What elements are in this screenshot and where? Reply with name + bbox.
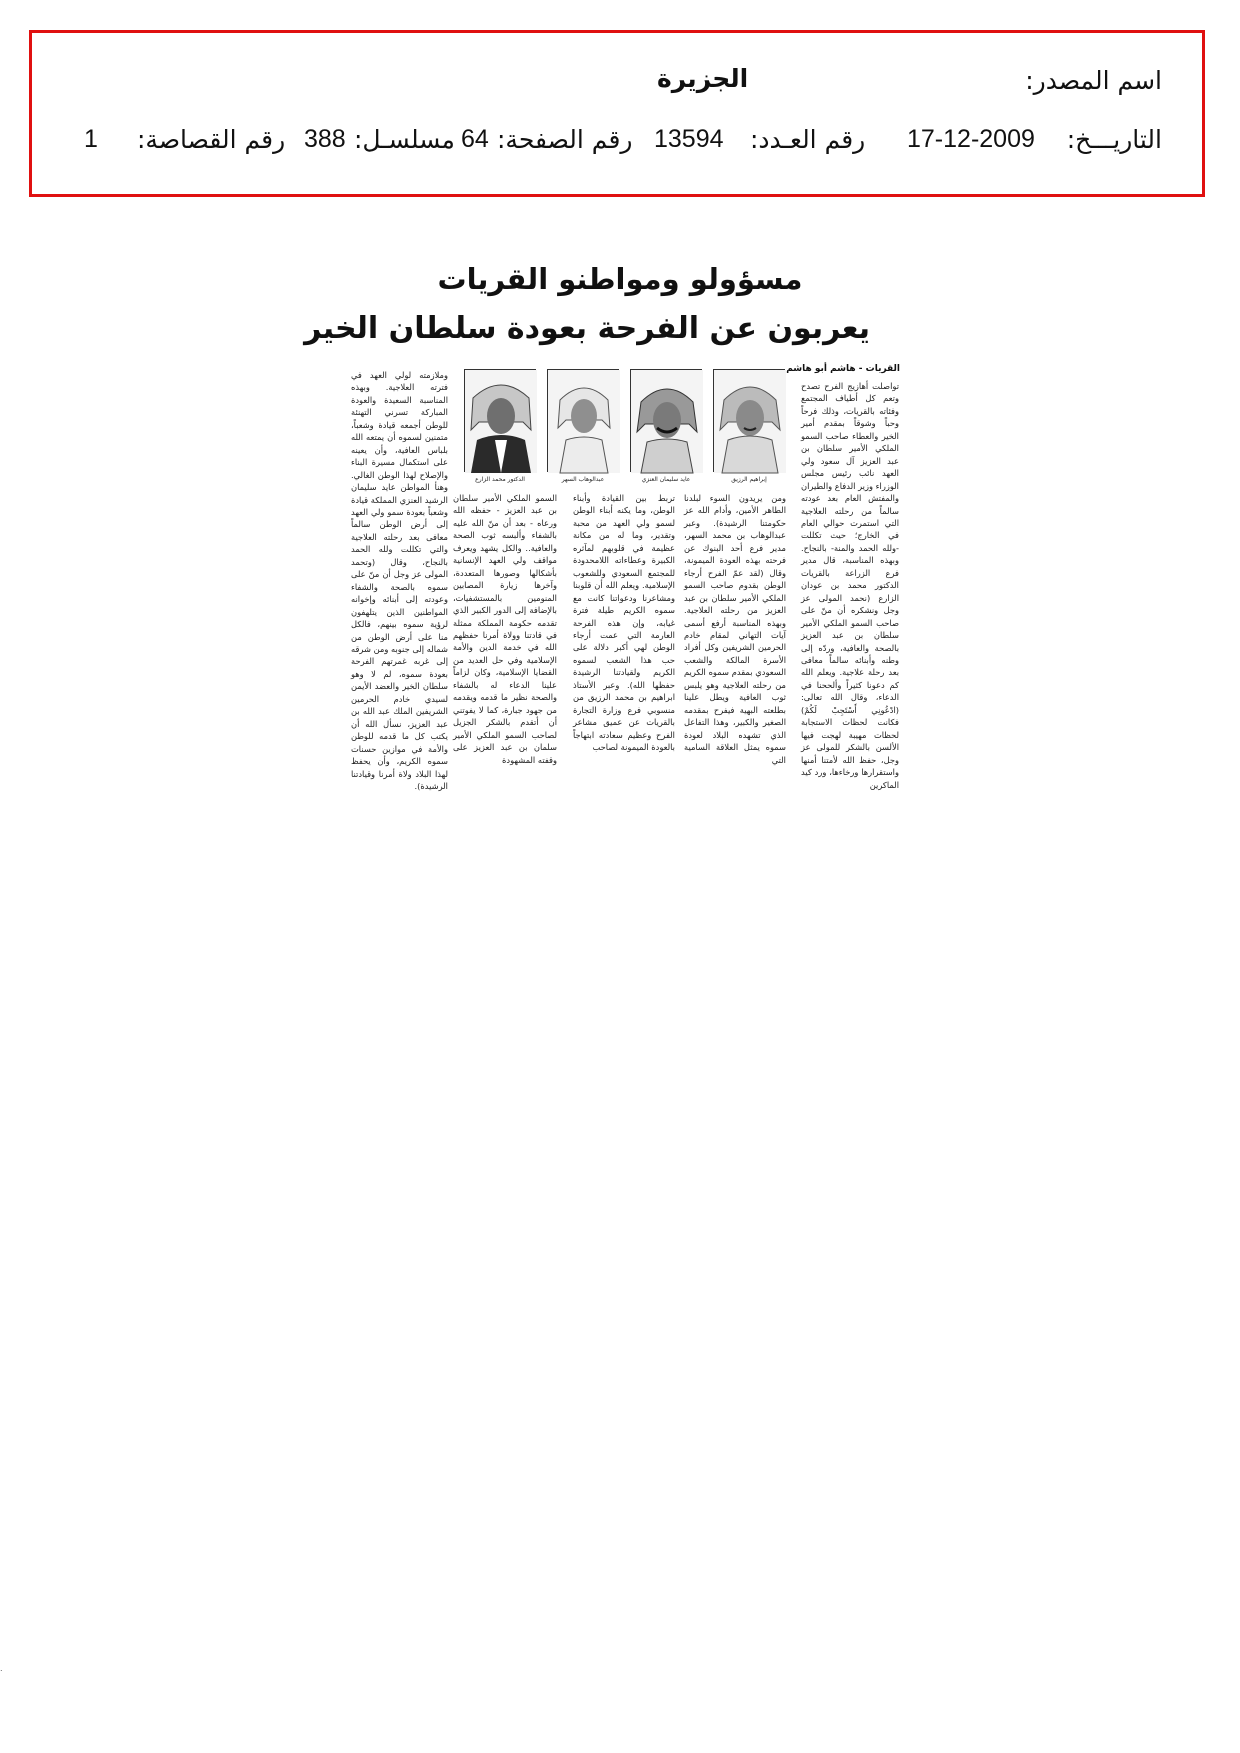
serial-label: مسلسـل: [354, 125, 455, 154]
article-column-4: السمو الملكي الأمير سلطان بن عبد العزيز - حفظه الله ورعاه - بعد أن منّ الله عليه بالشفاء وألبسه ثوب الصحة والعافية.. والكل يشهد ويعرف مواقف ولي العهد الإنسانية بأشكالها وصورها المتعددة، وآخرها زيارة المصابين المنومين بالمستشفيات، بالإضافة إلى الدور الكبير الذي تقدمه حكومة المملكة ممثلة في قادتنا وولاة أمرنا حفظهم الله في خدمة الدين والأمة الإسلامية وفي حل العديد من القضايا الإسلامية، وكان لزاماً علينا الدعاء له بالشفاء والصحة نظير ما قدمه ويقدمه من جهود جبارة، كما لا يفوتني أن أتقدم بالشكر الجزيل لصاحب السمو الملكي الأمير سلمان بن عبد العزيز على وقفته المشهودة [453, 493, 557, 765]
article-column-3: تربط بين القيادة وأبناء الوطن، وما يكنه أبناء الوطن لسمو ولي العهد من محبة وتقدير، وما له من مكانة عظيمة في قلوبهم لمآثره الكبيرة وعطاءاته اللامحدودة للمجتمع السعودي وللشعوب الإسلامية. ويعلم الله أن قلوبنا ومشاعرنا ودعواتنا كانت مع سموه الكريم طيلة فترة غيابه، وإن هذه الفرحة العارمة التي عمت أرجاء الوطن لهي أكبر دلالة على حب هذا الشعب لسموه الكريم ولقيادتنا الرشيدة حفظها الله). وعبر الأستاذ ابراهيم بن محمد الرزيق من منسوبي فرع وزارة التجارة بالقريات عن عميق مشاعر الفرح وعظيم سعادته ابتهاجاً بالعودة الميمونة لصاحب [573, 493, 675, 753]
clipping-info-box [29, 30, 1205, 197]
page-label: رقم الصفحة: [497, 125, 633, 154]
portrait-ibrahim [713, 369, 785, 472]
clip-label: رقم القصاصة: [137, 125, 286, 154]
caption-1: إبراهيم الرزيق [731, 476, 767, 483]
issue-value: 13594 [654, 125, 724, 153]
clip-value: 1 [84, 125, 98, 153]
date-label: التاريـــخ: [1066, 125, 1162, 154]
source-label: اسم المصدر: [1025, 66, 1162, 95]
headline-line-1: مسؤولو ومواطنو القريات [437, 262, 803, 296]
page-value: 64 [461, 125, 489, 153]
page-edge-mark: . [0, 1664, 3, 1673]
article-column-2: ومن يريدون السوء لبلدنا الطاهر الأمين، وأدام الله عز حكومتنا الرشيدة). وعبر عبدالوهاب بن محمد السهر، مدير فرع أحد البنوك عن فرحته بهذه العودة الميمونة، وقال (لقد عمّ الفرح أرجاء الوطن بقدوم صاحب السمو الملكي الأمير سلطان بن عبد العزيز من رحلته العلاجية. وبهذه المناسبة أرفع أسمى آيات التهاني لمقام خادم الحرمين الشريفين وكل أفراد الأسرة المالكة والشعب السعودي بمقدم سموه الكريم من رحلته العلاجية وهو يلبس ثوب العافية ويطل علينا بطلعته البهية فيفرح بمقدمه الصغير والكبير، وهذا التفاعل الذي تشهده البلاد لعودة سموه يمثل العلاقة السامية التي [684, 493, 786, 765]
source-value: الجزيرة [657, 64, 749, 93]
caption-2: عايد سليمان العنزي [641, 476, 691, 483]
portrait-mohammed [464, 369, 536, 472]
serial-value: 388 [304, 125, 346, 153]
portrait-ayed [630, 369, 702, 472]
byline: القريات - هاشم أبو هاشم [786, 364, 900, 374]
article-column-1: تواصلت أهازيج الفرح تصدح وتعم كل أطياف المجتمع وفئاته بالقريات، وذلك فرحاً وحباً وشوقاً بمقدم أمير الخير والعطاء صاحب السمو الملكي الأمير سلطان بن عبد العزيز آل سعود ولي العهد نائب رئيس مجلس الوزراء وزير الدفاع والطيران والمفتش العام بعد عودته سالماً من رحلته العلاجية التي استمرت حوالي العام في الخارج؛ حيث تكللت -ولله الحمد والمنة- بالنجاح. وبهذه المناسبة، قال مدير فرع الزراعة بالقريات الدكتور محمد بن عودان الزارع (نحمد المولى عز وجل ونشكره أن منّ على صاحب السمو الملكي الأمير سلطان بن عبد العزيز بالصحة والعافية، وردّه إلى وطنه وأبنائه سالماً معافى بعد رحلة علاجية. ويعلم الله كم دعونا كثيراً وألححنا في الدعاء، وقال الله تعالى: (ادْعُونِي أَسْتَجِبْ لَكُمْ) فكانت لحظات الاستجابة لحظات مهيبة لهجت فيها الألسن بالشكر للمولى عز وجل، حفظ الله لأمتنا أمنها واستقرارها ورخاءها، ورد كيد الماكرين [801, 381, 899, 790]
issue-label: رقم العـدد: [750, 125, 866, 154]
caption-4: الدكتور محمد الزارع [475, 476, 525, 483]
headline-line-2: يعربون عن الفرحة بعودة سلطان الخير [304, 311, 870, 346]
article-column-5: وملازمته لولي العهد في فترته العلاجية. وبهذه المناسبة السعيدة والعودة المباركة تسرني التهنئة للوطن أجمعه قيادة وشعباً، متمنين لسموه أن يمتعه الله بلباس العافية، وأن يعينه على استكمال مسيرة البناء والإصلاح لهذا الوطن الغالي. وهنأ المواطن عايد سليمان الرشيد العنزي المملكة قيادة وشعباً بعودة سمو ولي العهد إلى أرض الوطن سالماً معافى بعد رحلته العلاجية والتي تكللت ولله الحمد بالنجاح، وقال (وتحمد المولى عز وجل أن منّ على سموه بالصحة والشفاء وعودته إلى أبنائه وإخوانه المواطنين الذين يتلهفون لرؤية سموه بينهم، فالكل منا على أرض الوطن من شماله إلى جنوبه ومن شرقه إلى غربه غمرتهم الفرحة بعودة سموه، لم لا وهو سلطان الخير والعضد الأيمن لسيدي خادم الحرمين الشريفين الملك عبد الله بن عبد العزيز، نسأل الله أن يكتب كل ما قدمه للوطن والأمة في موازين حسنات سموه الكريم، وأن يحفظ لهذا البلاد ولاة أمرنا وقيادتنا الرشيدة). [351, 370, 448, 791]
portrait-abdulwahab [547, 369, 619, 472]
caption-3: عبدالوهاب السهر [561, 476, 605, 483]
date-value: 17-12-2009 [907, 125, 1035, 153]
